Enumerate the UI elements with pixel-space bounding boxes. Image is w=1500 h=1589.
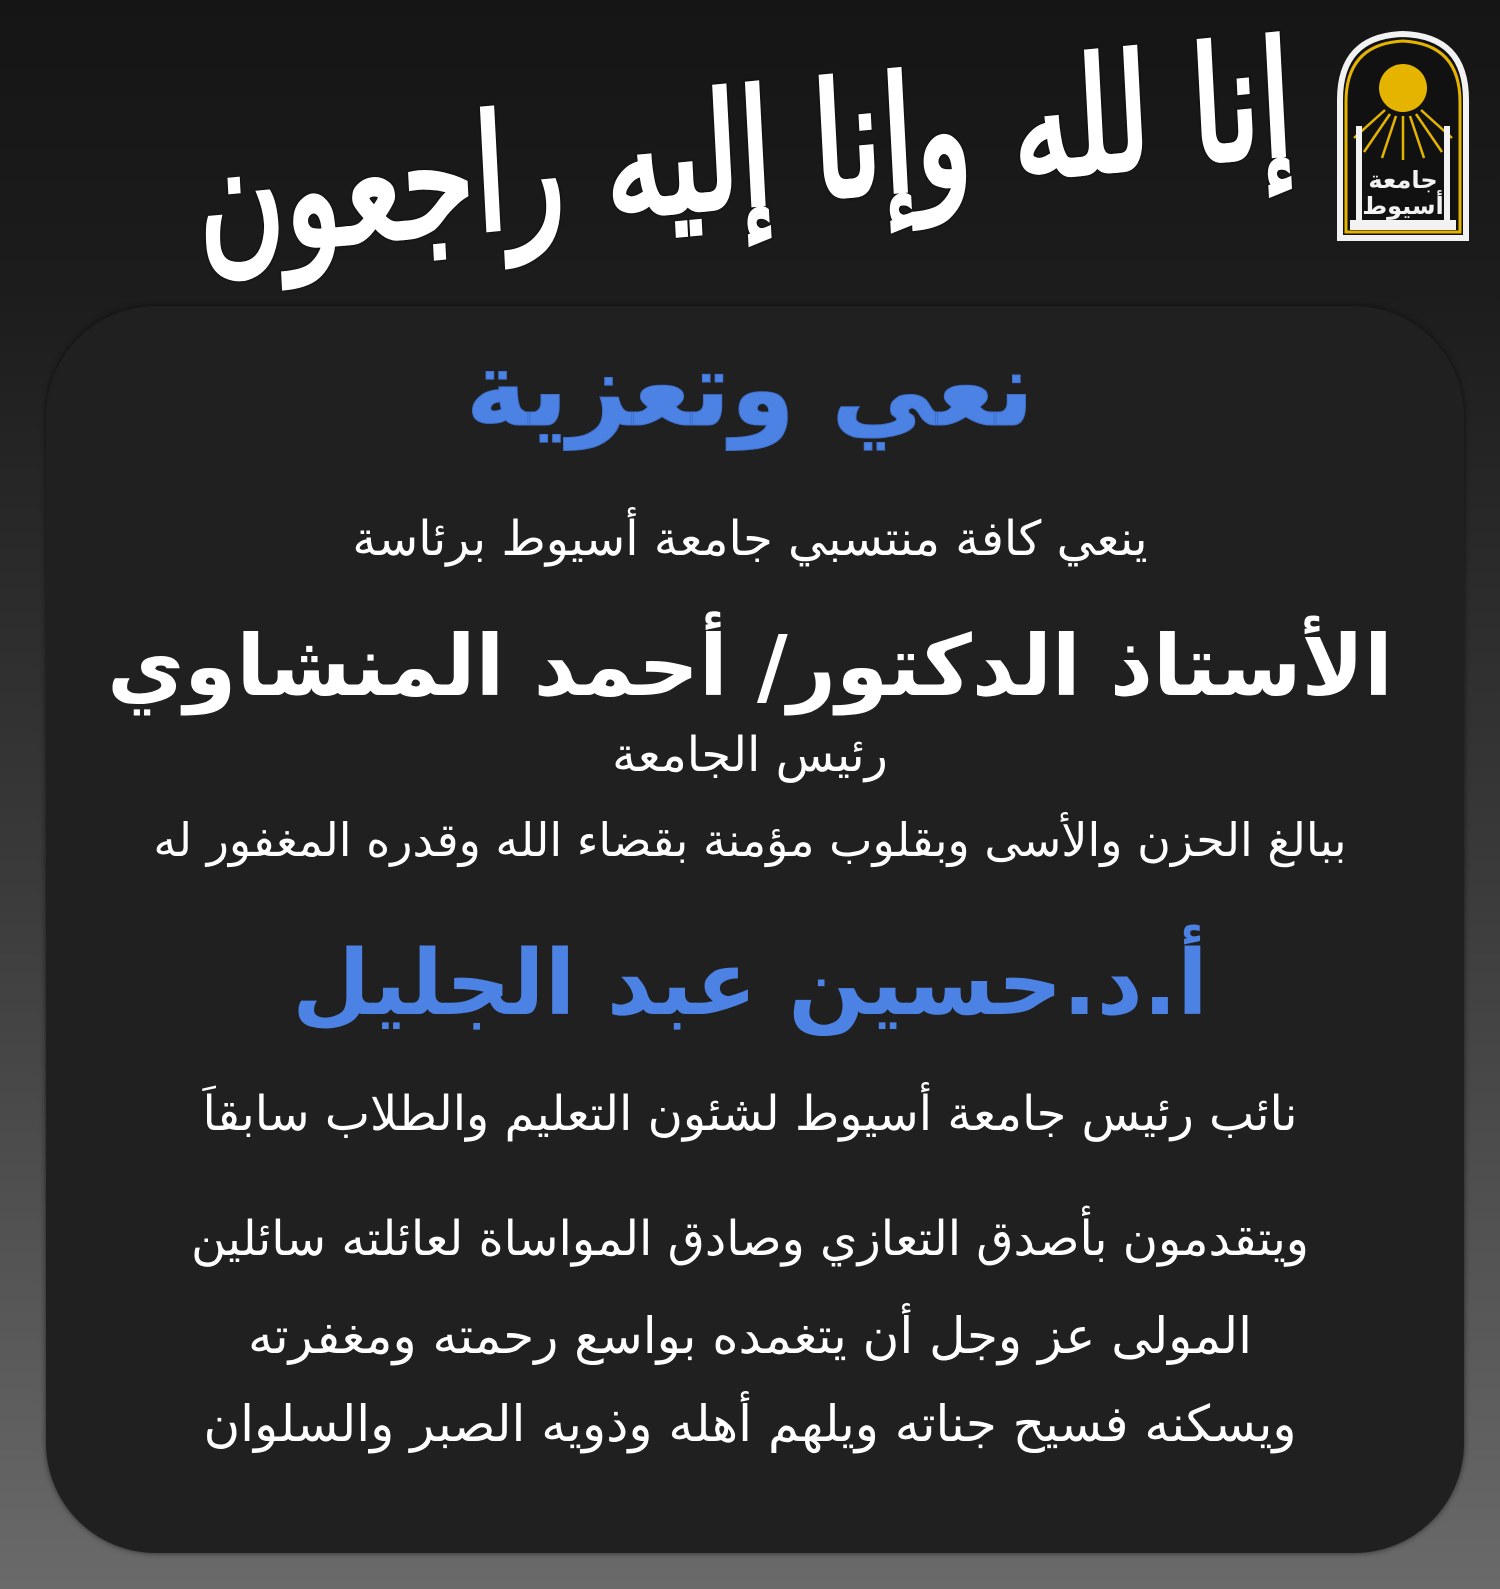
deceased-position: نائب رئيس جامعة أسيوط لشئون التعليم والطلاب سابقاَ bbox=[202, 1086, 1298, 1142]
condolence-line: ويتقدمون بأصدق التعازي وصادق المواساة لعائلته سائلين bbox=[191, 1211, 1309, 1267]
intro-text: ينعي كافة منتسبي جامعة أسيوط برئاسة bbox=[352, 511, 1148, 567]
header bbox=[0, 0, 1500, 300]
grief-line: ببالغ الحزن والأسى وبقلوب مؤمنة بقضاء الله وقدره المغفور له bbox=[153, 813, 1347, 867]
president-title: رئيس الجامعة bbox=[612, 727, 888, 783]
announcement-panel bbox=[46, 306, 1464, 1553]
condolence-line: المولى عز وجل أن يتغمده بواسع رحمته ومغفرته bbox=[247, 1307, 1253, 1365]
calligraphy-text: إنا لله وإنا إليه راجعون bbox=[192, 4, 1298, 295]
announcement-title: نعي وتعزية bbox=[465, 328, 1035, 450]
deceased-name: أ.د.حسين عبد الجليل bbox=[292, 931, 1208, 1036]
calligraphy-heading bbox=[192, 4, 1298, 295]
university-logo bbox=[1336, 30, 1470, 242]
condolence-line: ويسكنه فسيح جناته ويلهم أهله وذويه الصبر والسلوان bbox=[203, 1395, 1297, 1453]
president-name: الأستاذ الدكتور/ أحمد المنشاوي bbox=[107, 617, 1393, 715]
logo-text-bottom: أسيوط bbox=[1362, 192, 1444, 220]
logo-text-top: جامعة bbox=[1368, 166, 1438, 194]
